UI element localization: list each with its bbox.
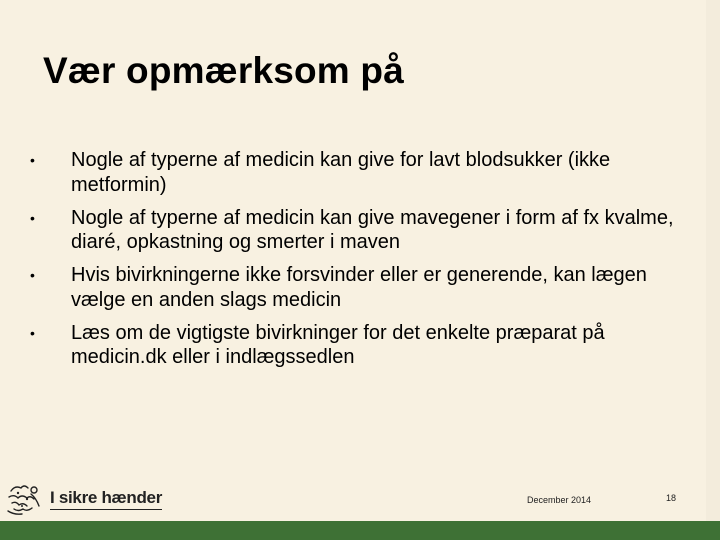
slide-title: Vær opmærksom på (43, 50, 404, 91)
bullet-marker: • (30, 324, 35, 341)
bullet-text: Hvis bivirkningerne ikke forsvinder eller er generende, kan lægen vælge en anden slags medicin (71, 264, 647, 311)
page-number: 18 (666, 493, 677, 503)
lions-crest-icon (5, 481, 45, 517)
bottom-bar (0, 521, 720, 540)
list-item (30, 206, 680, 255)
bullet-list (30, 148, 680, 378)
bullet-text: Læs om de vigtigste bivirkninger for det enkelte præparat på medicin.dk eller i indlægssedlen (71, 321, 605, 368)
logo-text: I sikre hænder (50, 488, 162, 510)
footer-logo (5, 481, 162, 517)
list-item (30, 148, 680, 197)
list-item (30, 263, 680, 312)
footer-date: December 2014 (527, 495, 592, 505)
bullet-text: Nogle af typerne af medicin kan give for lavt blodsukker (ikke metformin) (71, 149, 611, 196)
list-item (30, 321, 680, 370)
bullet-marker: • (30, 152, 35, 168)
bullet-marker: • (30, 209, 35, 226)
bullet-text: Nogle af typerne af medicin kan give mavegener i form af fx kvalme, diaré, opkastning og smerter i maven (71, 206, 674, 253)
slide-edge-shade (706, 0, 720, 521)
bullet-marker: • (30, 267, 35, 283)
